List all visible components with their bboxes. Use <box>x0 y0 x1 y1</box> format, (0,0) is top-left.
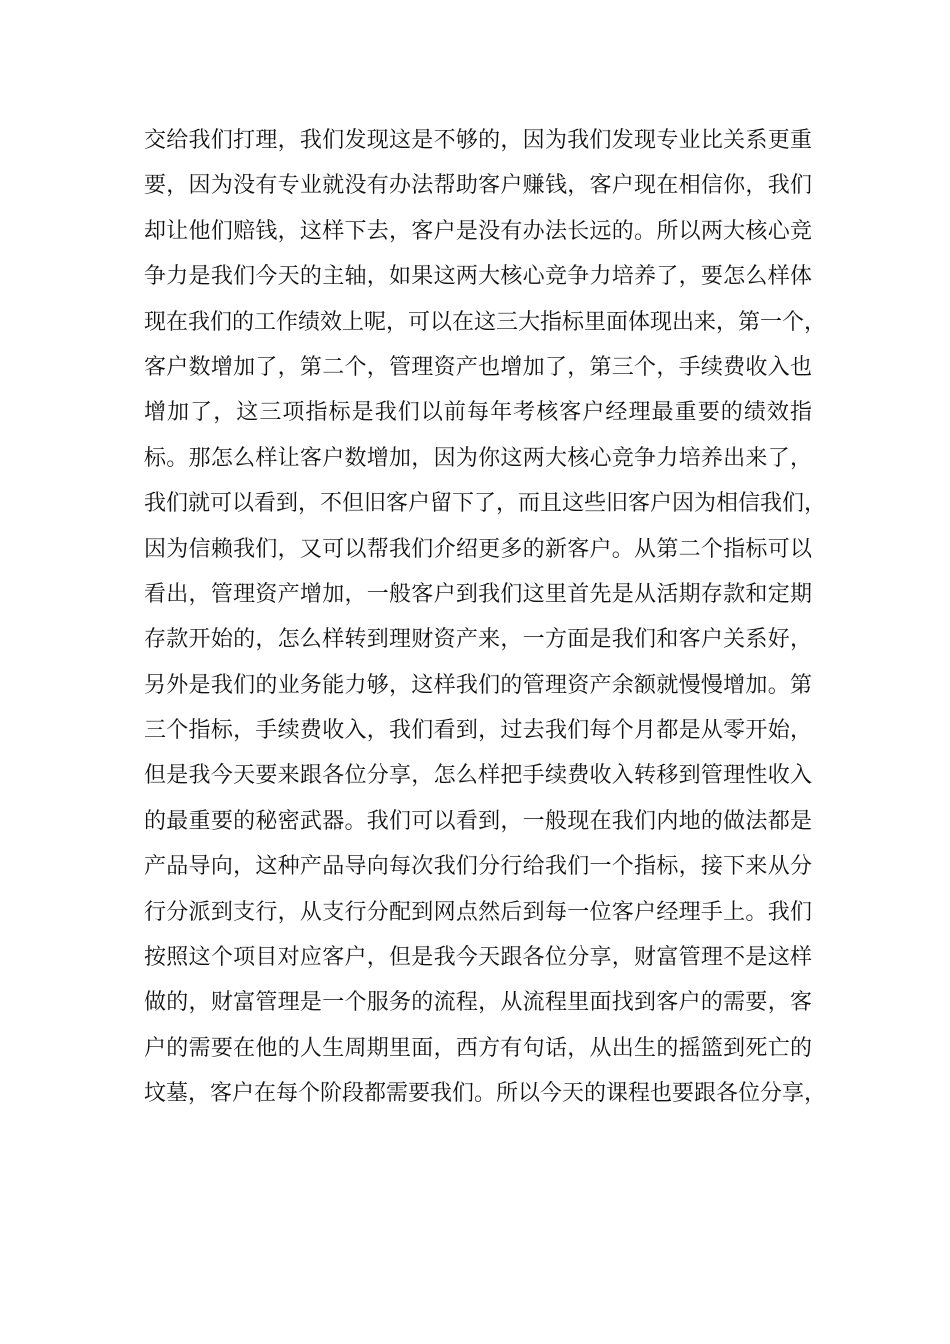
text-line-13: 另外是我们的业务能力够，这样我们的管理资产余额就慢慢增加。第 <box>144 672 812 698</box>
text-line-22: 坟墓，客户在每个阶段都需要我们。所以今天的课程也要跟各位分享， <box>144 1081 827 1107</box>
text-line-20: 做的，财富管理是一个服务的流程，从流程里面找到客户的需要，客 <box>144 990 812 1016</box>
text-line-8: 标。那怎么样让客户数增加，因为你这两大核心竞争力培养出来了， <box>144 445 812 471</box>
text-line-5: 现在我们的工作绩效上呢，可以在这三大指标里面体现出来，第一个， <box>144 309 827 335</box>
text-line-17: 产品导向，这种产品导向每次我们分行给我们一个指标，接下来从分 <box>144 854 812 880</box>
text-line-21: 户的需要在他的人生周期里面，西方有句话，从出生的摇篮到死亡的 <box>144 1035 812 1061</box>
text-line-16: 的最重要的秘密武器。我们可以看到，一般现在我们内地的做法都是 <box>144 808 812 834</box>
text-line-10: 因为信赖我们，又可以帮我们介绍更多的新客户。从第二个指标可以 <box>144 536 812 562</box>
text-line-3: 却让他们赔钱，这样下去，客户是没有办法长远的。所以两大核心竞 <box>144 218 812 244</box>
text-line-9: 我们就可以看到，不但旧客户留下了，而且这些旧客户因为相信我们， <box>144 491 827 517</box>
text-line-14: 三个指标，手续费收入，我们看到，过去我们每个月都是从零开始， <box>144 718 812 744</box>
text-line-1: 交给我们打理，我们发现这是不够的，因为我们发现专业比关系更重 <box>144 128 812 153</box>
text-line-12: 存款开始的，怎么样转到理财资产来，一方面是我们和客户关系好， <box>144 627 812 653</box>
text-line-19: 按照这个项目对应客户，但是我今天跟各位分享，财富管理不是这样 <box>144 945 812 971</box>
text-line-15: 但是我今天要来跟各位分享，怎么样把手续费收入转移到管理性收入 <box>144 763 812 789</box>
text-line-2: 要，因为没有专业就没有办法帮助客户赚钱，客户现在相信你，我们 <box>144 173 812 199</box>
text-line-6: 客户数增加了，第二个，管理资产也增加了，第三个，手续费收入也 <box>144 354 812 380</box>
body-paragraph <box>144 118 827 1117</box>
text-line-11: 看出，管理资产增加，一般客户到我们这里首先是从活期存款和定期 <box>144 581 812 607</box>
text-line-4: 争力是我们今天的主轴，如果这两大核心竞争力培养了，要怎么样体 <box>144 264 812 290</box>
text-line-7: 增加了，这三项指标是我们以前每年考核客户经理最重要的绩效指 <box>144 400 812 426</box>
text-line-18: 行分派到支行，从支行分配到网点然后到每一位客户经理手上。我们 <box>144 899 812 925</box>
